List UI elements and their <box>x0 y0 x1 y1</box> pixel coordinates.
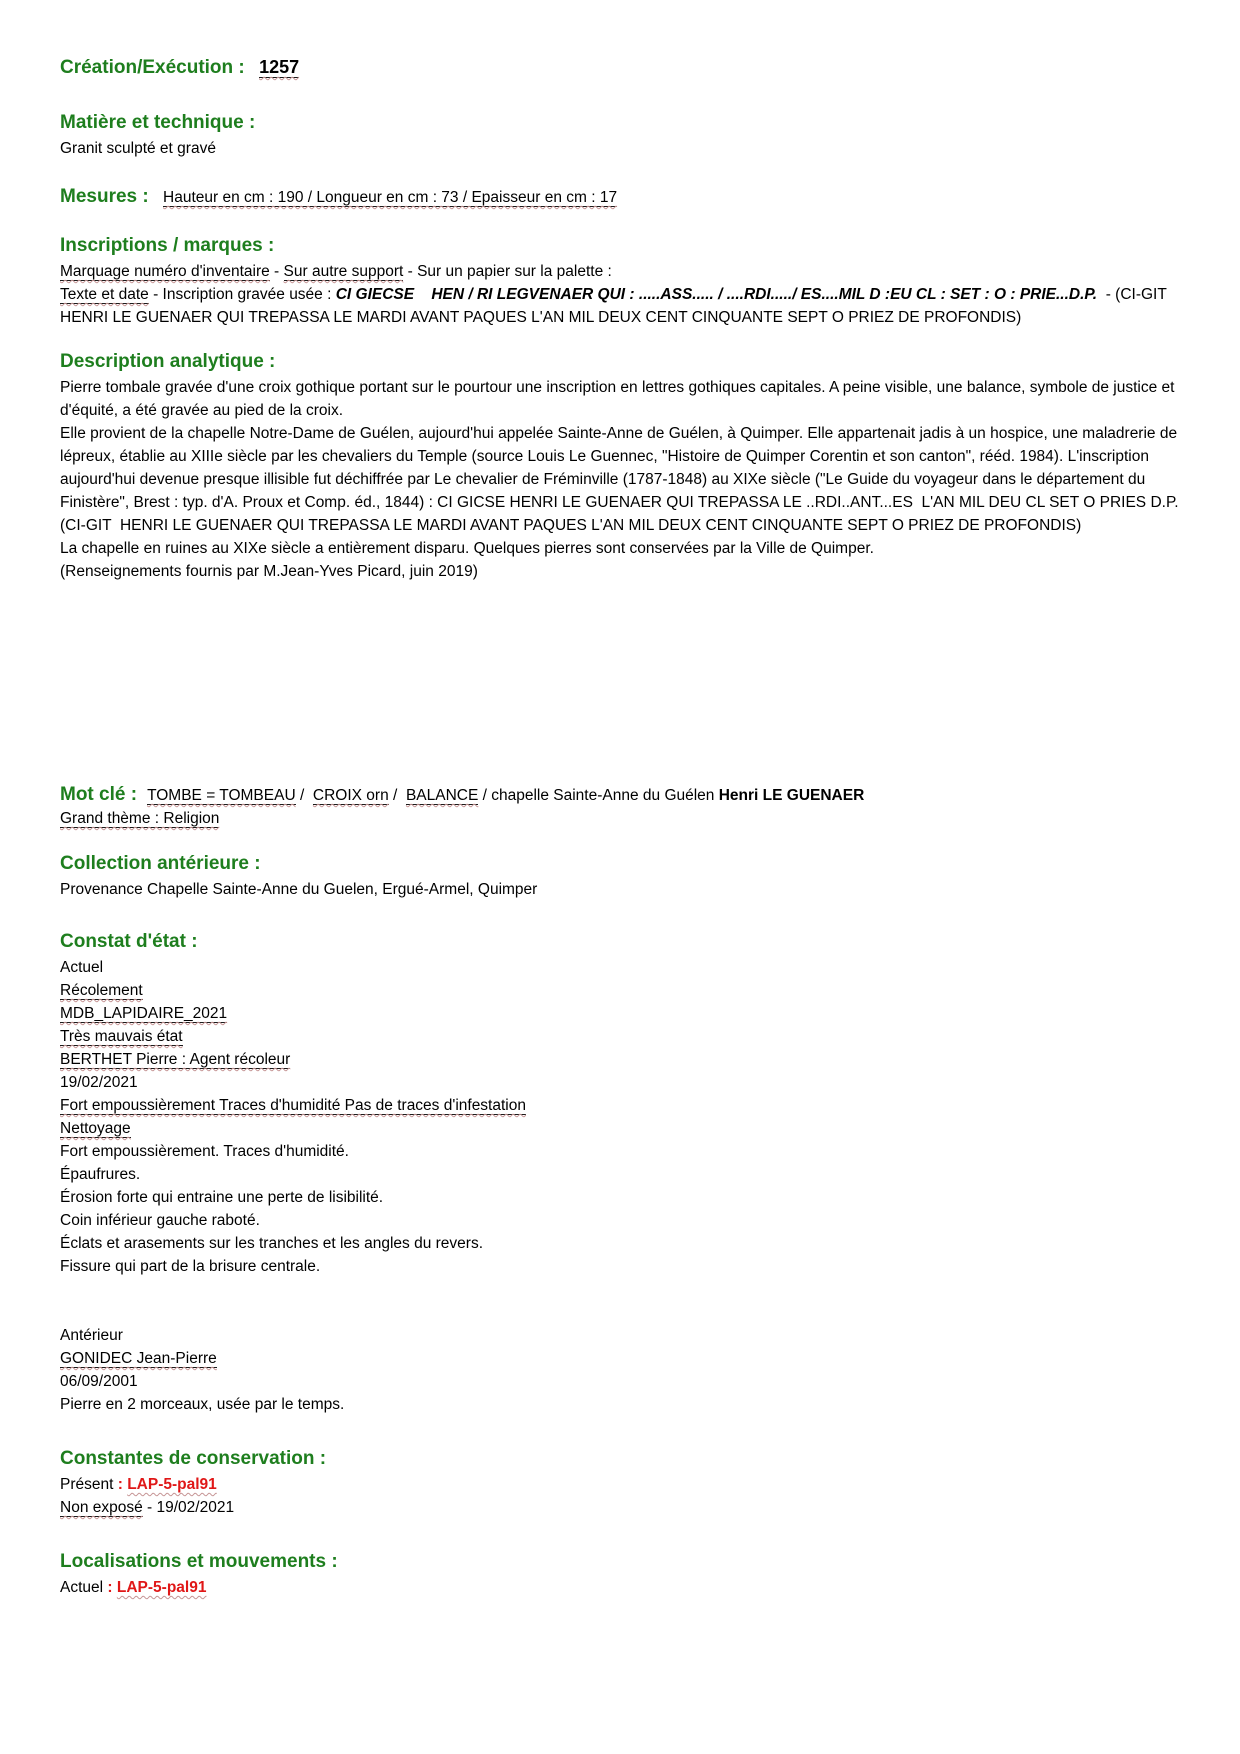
separator: - <box>269 263 284 280</box>
creation-execution-heading: Création/Exécution : <box>60 57 245 78</box>
constat-value: Actuel <box>60 959 104 976</box>
inscription-intro: - Inscription gravée usée : <box>148 286 336 303</box>
keyword-chapelle: / chapelle Sainte-Anne du Guélen <box>478 787 719 804</box>
inscriptions-heading: Inscriptions / marques : <box>60 235 275 256</box>
description-paragraph-3: La chapelle en ruines au XIXe siècle a entièrement disparu. Quelques pierres sont conservées par la Ville de Quimper. <box>60 540 874 557</box>
constat-value: Coin inférieur gauche raboté. <box>60 1212 260 1229</box>
separator: / <box>295 787 313 804</box>
constat-value: Pierre en 2 morceaux, usée par le temps. <box>60 1396 345 1413</box>
section-creation-execution <box>60 56 1182 80</box>
constat-line-etat <box>60 1025 1182 1048</box>
description-paragraph-4: (Renseignements fournis par M.Jean-Yves Picard, juin 2019) <box>60 563 478 580</box>
section-localisations-mouvements <box>60 1550 1182 1599</box>
constat-value: Antérieur <box>60 1327 123 1344</box>
collection-provenance-value: Provenance Chapelle Sainte-Anne du Guelen, Ergué-Armel, Quimper <box>60 881 538 898</box>
mot-cle-line <box>60 783 1182 807</box>
description-paragraph-1: Pierre tombale gravée d'une croix gothique portant sur le pourtour une inscription en lettres gothiques capitales. A peine visible, une balance, symbole de justice et d'équité, a été gravée au pied de la croix. <box>60 379 1179 419</box>
keyword-person-name: Henri LE GUENAER <box>718 787 865 804</box>
section-constat-etat <box>60 930 1182 1416</box>
constat-line-actuel <box>60 956 1182 979</box>
constat-value: Éclats et arasements sur les tranches et les angles du revers. <box>60 1235 484 1252</box>
localisations-actuel-line <box>60 1576 1182 1599</box>
inscription-gravee-text: CI GIECSE HEN / RI LEGVENAER QUI : .....ASS..... / ....RDI...../ ES....MIL D :EU CL : SET : O : PRIE...D.P. <box>335 286 1098 303</box>
mot-cle-heading: Mot clé : <box>60 784 138 805</box>
support-label: Sur autre support <box>283 263 404 280</box>
actuel-label: Actuel <box>60 1579 104 1596</box>
keyword-balance: BALANCE <box>405 787 479 804</box>
constat-line-anterieur <box>60 1324 1182 1347</box>
localisations-heading: Localisations et mouvements : <box>60 1551 338 1572</box>
inscription-traduction-text: - (CI-GIT HENRI LE GUENAER QUI TREPASSA LE MARDI AVANT PAQUES L'AN MIL DEUX CENT CINQUANTE SEPT O PRIEZ DE PROFONDIS) <box>60 286 1176 326</box>
constantes-heading: Constantes de conservation : <box>60 1448 327 1469</box>
section-mesures <box>60 185 1182 209</box>
constat-line-observations <box>60 1094 1182 1117</box>
spacer <box>60 1278 1182 1324</box>
constat-line-detail-2 <box>60 1163 1182 1186</box>
constat-line-detail-5 <box>60 1232 1182 1255</box>
constat-heading: Constat d'état : <box>60 931 198 952</box>
matiere-value: Granit sculpté et gravé <box>60 140 216 157</box>
grand-theme-line <box>60 807 1182 830</box>
constantes-expose-line <box>60 1496 1182 1519</box>
constat-value: Épaufrures. <box>60 1166 141 1183</box>
constat-line-detail-3 <box>60 1186 1182 1209</box>
matiere-heading: Matière et technique : <box>60 112 256 133</box>
texte-date-label: Texte et date <box>60 286 149 303</box>
constat-value: Fissure qui part de la brisure centrale. <box>60 1258 321 1275</box>
colon: : <box>103 1579 117 1596</box>
constat-line-etat-anterieur <box>60 1393 1182 1416</box>
description-heading: Description analytique : <box>60 351 276 372</box>
present-label: Présent <box>60 1476 114 1493</box>
location-code: LAP-5-pal91 <box>127 1476 217 1493</box>
inscriptions-texte-line <box>60 283 1182 329</box>
location-code: LAP-5-pal91 <box>116 1579 207 1596</box>
marquage-inventaire-label: Marquage numéro d'inventaire <box>60 263 270 280</box>
constat-value: MDB_LAPIDAIRE_2021 <box>60 1005 228 1022</box>
section-constantes-conservation <box>60 1447 1182 1519</box>
constat-line-nettoyage <box>60 1117 1182 1140</box>
section-mot-cle <box>60 783 1182 830</box>
expose-date: - 19/02/2021 <box>142 1499 235 1516</box>
grand-theme-value: Grand thème : Religion <box>60 810 220 827</box>
constantes-present-line <box>60 1473 1182 1496</box>
constat-line-detail-1 <box>60 1140 1182 1163</box>
constat-value: Érosion forte qui entraine une perte de lisibilité. <box>60 1189 384 1206</box>
section-matiere-technique <box>60 111 1182 160</box>
section-inscriptions-marques <box>60 234 1182 329</box>
constat-line-detail-4 <box>60 1209 1182 1232</box>
colon: : <box>113 1476 128 1493</box>
description-paragraph-2: Elle provient de la chapelle Notre-Dame de Guélen, aujourd'hui appelée Sainte-Anne de Guélen, à Quimper. Elle appartenait jadis à un hospice, une maladrerie de lépreux, établie au XIIIe siècle par les chevaliers du Temple (source Louis Le Guennec, "Histoire de Quimper Corentin et son canton", rééd. 1984). L'inscription aujourd'hui devenue presque illisible fut déchiffrée par Le chevalier de Fréminville (1787-1848) au XIXe siècle ("Le Guide du voyageur dans le département du Finistère", Brest : typ. d'A. Proux et Comp. éd., 1844) : CI GICSE HENRI LE GUENAER QUI TREPASSA LE ..RDI..ANT...ES L'AN MIL DEU CL SET O PRIES D.P. (CI-GIT HENRI LE GUENAER QUI TREPASSA LE MARDI AVANT PAQUES L'AN MIL DEUX CENT CINQUANTE SEPT O PRIEZ DE PROFONDIS) <box>60 425 1183 534</box>
constat-value: 06/09/2001 <box>60 1373 138 1390</box>
constat-value: Fort empoussièrement. Traces d'humidité. <box>60 1143 349 1160</box>
mesures-value: Hauteur en cm : 190 / Longueur en cm : 73 / Epaisseur en cm : 17 <box>163 189 618 206</box>
keyword-croix: CROIX orn <box>312 787 389 804</box>
section-description-analytique <box>60 350 1182 583</box>
palette-label: - Sur un papier sur la palette : <box>403 263 612 280</box>
constat-value: GONIDEC Jean-Pierre <box>60 1350 217 1367</box>
constat-line-agent-anterieur <box>60 1347 1182 1370</box>
inscriptions-marquage-line <box>60 260 1182 283</box>
creation-date-value: 1257 <box>259 57 300 77</box>
constat-line-date <box>60 1071 1182 1094</box>
constat-value: Récolement <box>60 982 143 999</box>
constat-value: Nettoyage <box>60 1120 131 1137</box>
keyword-tombe: TOMBE = TOMBEAU <box>147 787 296 804</box>
constat-line-campagne <box>60 1002 1182 1025</box>
collection-heading: Collection antérieure : <box>60 853 261 874</box>
constat-value: Très mauvais état <box>60 1028 183 1045</box>
constat-value: Fort empoussièrement Traces d'humidité Pas de traces d'infestation <box>60 1097 526 1114</box>
constat-value: 19/02/2021 <box>60 1074 138 1091</box>
section-collection-anterieure <box>60 852 1182 901</box>
constat-line-date-anterieure <box>60 1370 1182 1393</box>
constat-line-detail-6 <box>60 1255 1182 1278</box>
separator: / <box>388 787 406 804</box>
non-expose-label: Non exposé <box>60 1499 143 1516</box>
constat-line-recolement <box>60 979 1182 1002</box>
constat-value: BERTHET Pierre : Agent récoleur <box>60 1051 291 1068</box>
mesures-heading: Mesures : <box>60 186 149 207</box>
constat-line-agent <box>60 1048 1182 1071</box>
